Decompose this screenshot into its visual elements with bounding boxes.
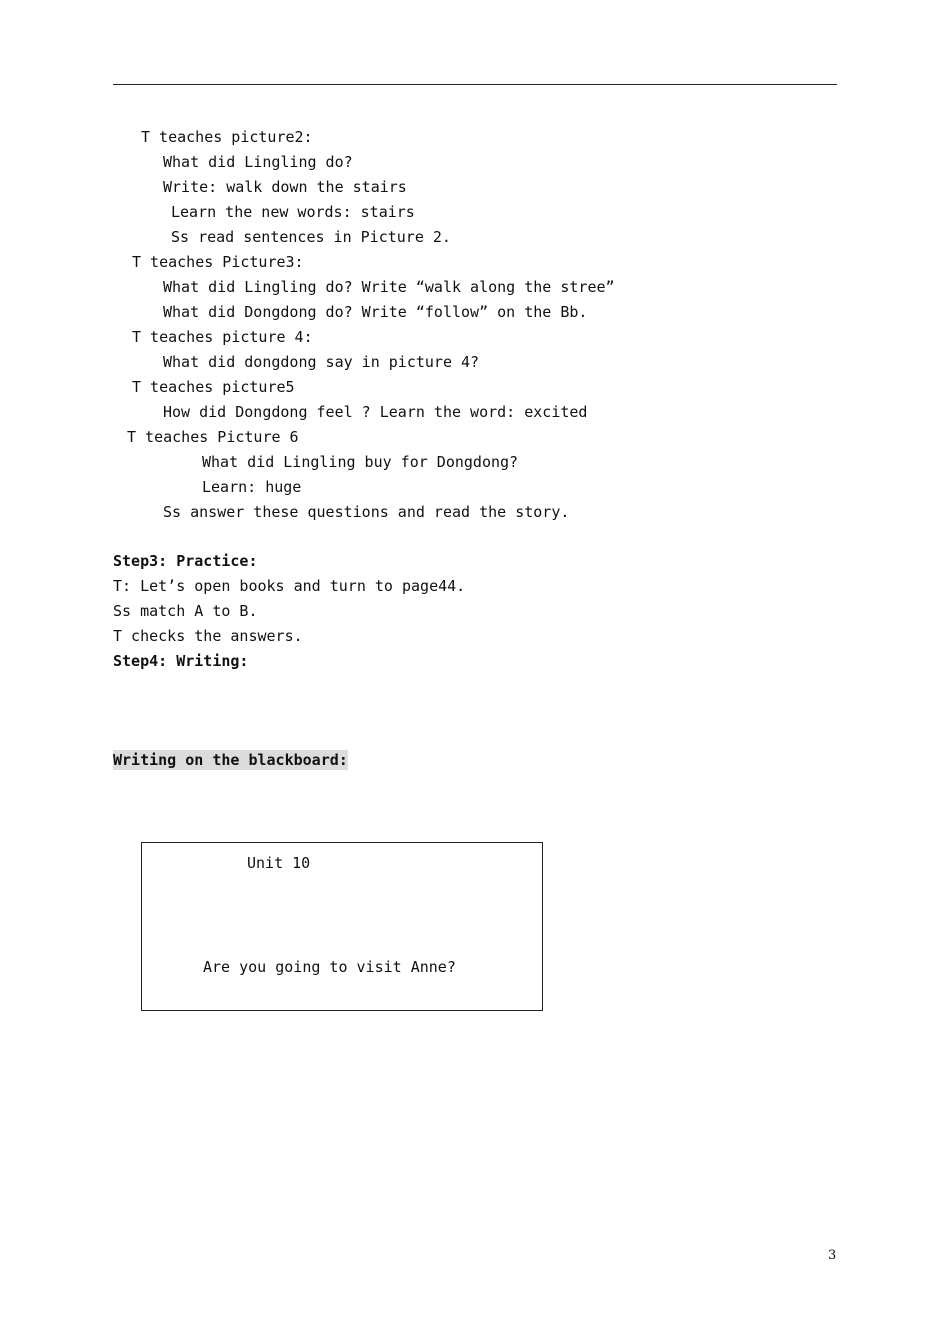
lesson-line: T teaches picture5: [132, 378, 295, 396]
lesson-line: What did Dongdong do? Write “follow” on the Bb.: [163, 303, 588, 321]
lesson-line: What did dongdong say in picture 4?: [163, 353, 480, 371]
blackboard-question: Are you going to visit Anne?: [203, 958, 456, 976]
blackboard-unit: Unit 10: [247, 854, 311, 872]
step4-heading: Step4: Writing:: [113, 652, 249, 670]
lesson-line: T teaches Picture 6: [127, 428, 299, 446]
step3-line: T: Let’s open books and turn to page44.: [113, 577, 466, 595]
lesson-line: What did Lingling do? Write “walk along the stree”: [163, 278, 615, 296]
lesson-line: Ss read sentences in Picture 2.: [171, 228, 451, 246]
header-rule: [113, 84, 837, 85]
lesson-line: What did Lingling do?: [163, 153, 353, 171]
lesson-line: T teaches picture 4:: [132, 328, 313, 346]
lesson-line: Learn the new words: stairs: [171, 203, 415, 221]
lesson-line: Learn: huge: [202, 478, 302, 496]
blackboard-heading: Writing on the blackboard:: [113, 751, 348, 769]
lesson-line: Ss answer these questions and read the story.: [163, 503, 570, 521]
lesson-line: What did Lingling buy for Dongdong?: [202, 453, 519, 471]
lesson-line: How did Dongdong feel ? Learn the word: excited: [163, 403, 588, 421]
lesson-line: Write: walk down the stairs: [163, 178, 407, 196]
page-number: 3: [828, 1248, 837, 1263]
step3-heading: Step3: Practice:: [113, 552, 258, 570]
step3-line: Ss match A to B.: [113, 602, 258, 620]
step3-line: T checks the answers.: [113, 627, 303, 645]
blackboard-box: [141, 842, 543, 1011]
lesson-line: T teaches Picture3:: [132, 253, 304, 271]
lesson-line: T teaches picture2:: [141, 128, 313, 146]
